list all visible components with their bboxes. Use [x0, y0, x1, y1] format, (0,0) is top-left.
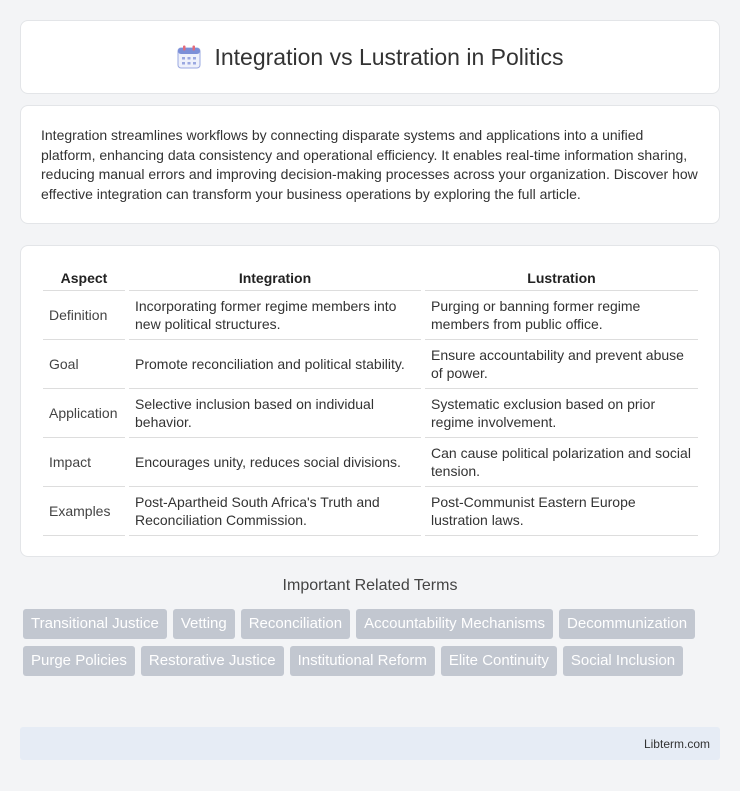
header-integration: Integration: [129, 266, 421, 291]
page-title: Integration vs Lustration in Politics: [214, 43, 564, 70]
header-aspect: Aspect: [43, 266, 125, 291]
row-integration: Promote reconciliation and political stability.: [129, 340, 421, 389]
footer: [20, 727, 720, 760]
table-row: [43, 291, 698, 340]
table-row: [43, 438, 698, 487]
row-aspect: Impact: [43, 438, 125, 487]
related-term-tag[interactable]: Restorative Justice: [141, 646, 284, 676]
related-term-tag[interactable]: Institutional Reform: [290, 646, 435, 676]
row-lustration: Purging or banning former regime members from public office.: [425, 291, 698, 340]
table-row: [43, 340, 698, 389]
row-aspect: Examples: [43, 487, 125, 536]
footer-site-link[interactable]: Libterm.com: [643, 737, 710, 751]
related-term-tag[interactable]: Elite Continuity: [441, 646, 557, 676]
row-integration: Incorporating former regime members into new political structures.: [129, 291, 421, 340]
related-term-tag[interactable]: Transitional Justice: [23, 609, 167, 639]
table-row: [43, 389, 698, 438]
intro-text: Integration streamlines workflows by connecting disparate systems and applications into a unified platform, enhancing data consistency and operational efficiency. It enables real-time information sharing, reducing manual errors and improving decision-making processes across your organization. Discover how effective integration can transform your business operations by exploring the full article.: [41, 127, 698, 202]
row-integration: Post-Apartheid South Africa's Truth and Reconciliation Commission.: [129, 487, 421, 536]
related-term-tag[interactable]: Purge Policies: [23, 646, 135, 676]
row-aspect: Goal: [43, 340, 125, 389]
related-term-tag[interactable]: Decommunization: [559, 609, 695, 639]
row-lustration: Ensure accountability and prevent abuse of power.: [425, 340, 698, 389]
related-term-tag[interactable]: Accountability Mechanisms: [356, 609, 553, 639]
row-lustration: Systematic exclusion based on prior regime involvement.: [425, 389, 698, 438]
row-integration: Selective inclusion based on individual behavior.: [129, 389, 421, 438]
row-lustration: Can cause political polarization and social tension.: [425, 438, 698, 487]
calendar-icon: [176, 44, 202, 70]
related-terms-list: [23, 609, 723, 676]
related-term-tag[interactable]: Social Inclusion: [563, 646, 683, 676]
related-term-tag[interactable]: Vetting: [173, 609, 235, 639]
row-aspect: Application: [43, 389, 125, 438]
intro-card: [20, 105, 720, 224]
title-card: [20, 20, 720, 94]
comparison-table-card: [20, 245, 720, 557]
row-lustration: Post-Communist Eastern Europe lustration laws.: [425, 487, 698, 536]
table-row: [43, 487, 698, 536]
related-terms-title: Important Related Terms: [282, 577, 458, 594]
comparison-table: [43, 266, 698, 536]
row-integration: Encourages unity, reduces social divisions.: [129, 438, 421, 487]
row-aspect: Definition: [43, 291, 125, 340]
header-lustration: Lustration: [425, 266, 698, 291]
related-term-tag[interactable]: Reconciliation: [241, 609, 350, 639]
table-header-row: [43, 266, 698, 291]
